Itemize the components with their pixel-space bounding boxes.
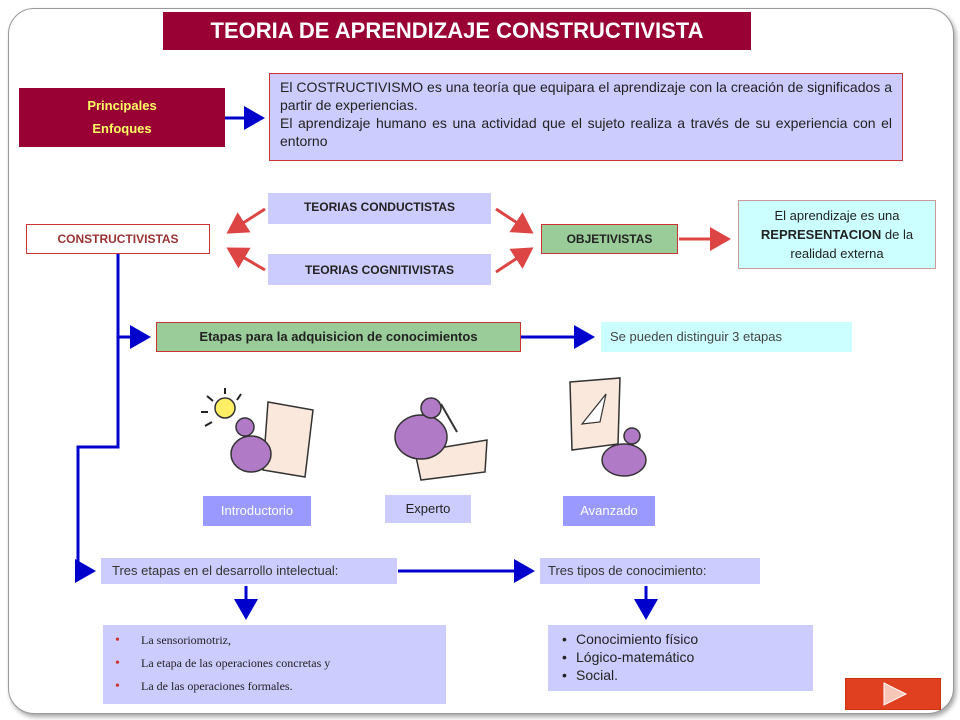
page-title: TEORIA DE APRENDIZAJE CONSTRUCTIVISTA xyxy=(163,12,751,50)
teorias-cognitivistas-box: TEORIAS COGNITIVISTAS xyxy=(268,254,491,285)
list-item xyxy=(115,629,446,652)
connector-constructivistas-tres-etapas xyxy=(78,337,118,571)
teorias-conductistas-box: TEORIAS CONDUCTISTAS xyxy=(268,193,491,224)
arrow-cognitivistas-constructivistas xyxy=(229,249,265,270)
arrow-cognitivistas-objetivistas xyxy=(496,249,531,272)
list-item xyxy=(562,630,813,648)
list-item xyxy=(115,675,446,698)
list-item xyxy=(115,652,446,675)
list-item xyxy=(562,666,813,684)
principales-enfoques-box xyxy=(19,88,225,147)
bullet-icon: • xyxy=(562,649,567,665)
distinguir-etapas-box: Se pueden distinguir 3 etapas xyxy=(601,322,852,352)
stage-introductorio: Introductorio xyxy=(203,496,311,526)
list-item-text: La sensoriomotriz, xyxy=(141,633,231,647)
representacion-text-after: de la realidad externa xyxy=(790,227,914,261)
list-item-text: Social. xyxy=(576,667,619,683)
enfoques-line1: Principales xyxy=(87,98,157,113)
etapas-list-box xyxy=(103,625,446,704)
arrow-conductistas-constructivistas xyxy=(229,209,265,232)
list-item-text: Conocimiento físico xyxy=(576,631,699,647)
connector-constructivistas-etapas xyxy=(118,254,148,337)
avanzado-clipart-image xyxy=(562,374,657,482)
tipos-list-box xyxy=(548,625,813,691)
tres-etapas-box: Tres etapas en el desarrollo intelectual: xyxy=(101,558,397,584)
stage-experto: Experto xyxy=(385,495,471,523)
definition-paragraph-1: El COSTRUCTIVISMO es una teoría que equipara el aprendizaje con la creación de significados a partir de experiencias. xyxy=(280,79,892,113)
enfoques-line2: Enfoques xyxy=(92,121,152,136)
tres-tipos-box: Tres tipos de conocimiento: xyxy=(540,558,760,584)
list-item-text: La etapa de las operaciones concretas y xyxy=(141,656,331,670)
definition-box xyxy=(269,73,903,161)
list-item-text: La de las operaciones formales. xyxy=(141,679,293,693)
bullet-icon: • xyxy=(115,679,120,694)
bullet-icon: • xyxy=(562,631,567,647)
arrow-conductistas-objetivistas xyxy=(496,209,531,232)
stage-avanzado: Avanzado xyxy=(563,496,655,526)
experto-clipart-image xyxy=(375,382,497,482)
bullet-icon: • xyxy=(115,656,120,671)
representacion-text-bold: REPRESENTACION xyxy=(760,227,882,242)
lightbulb-icon xyxy=(215,398,235,418)
next-slide-button[interactable] xyxy=(845,678,941,710)
list-item-text: Lógico-matemático xyxy=(576,649,695,665)
bullet-icon: • xyxy=(562,667,567,683)
bullet-icon: • xyxy=(115,633,120,648)
list-item xyxy=(562,648,813,666)
objetivistas-box: OBJETIVISTAS xyxy=(541,224,678,254)
representacion-box xyxy=(738,200,936,269)
play-arrow-icon xyxy=(846,679,940,709)
etapas-adquisicion-box: Etapas para la adquisicion de conocimientos xyxy=(156,322,521,352)
introductorio-clipart-image xyxy=(193,382,325,482)
constructivistas-box: CONSTRUCTIVISTAS xyxy=(26,224,210,254)
definition-paragraph-2: El aprendizaje humano es una actividad que el sujeto realiza a través de su experiencia con el entorno xyxy=(280,115,892,149)
representacion-text-before: El aprendizaje es una xyxy=(774,208,900,223)
